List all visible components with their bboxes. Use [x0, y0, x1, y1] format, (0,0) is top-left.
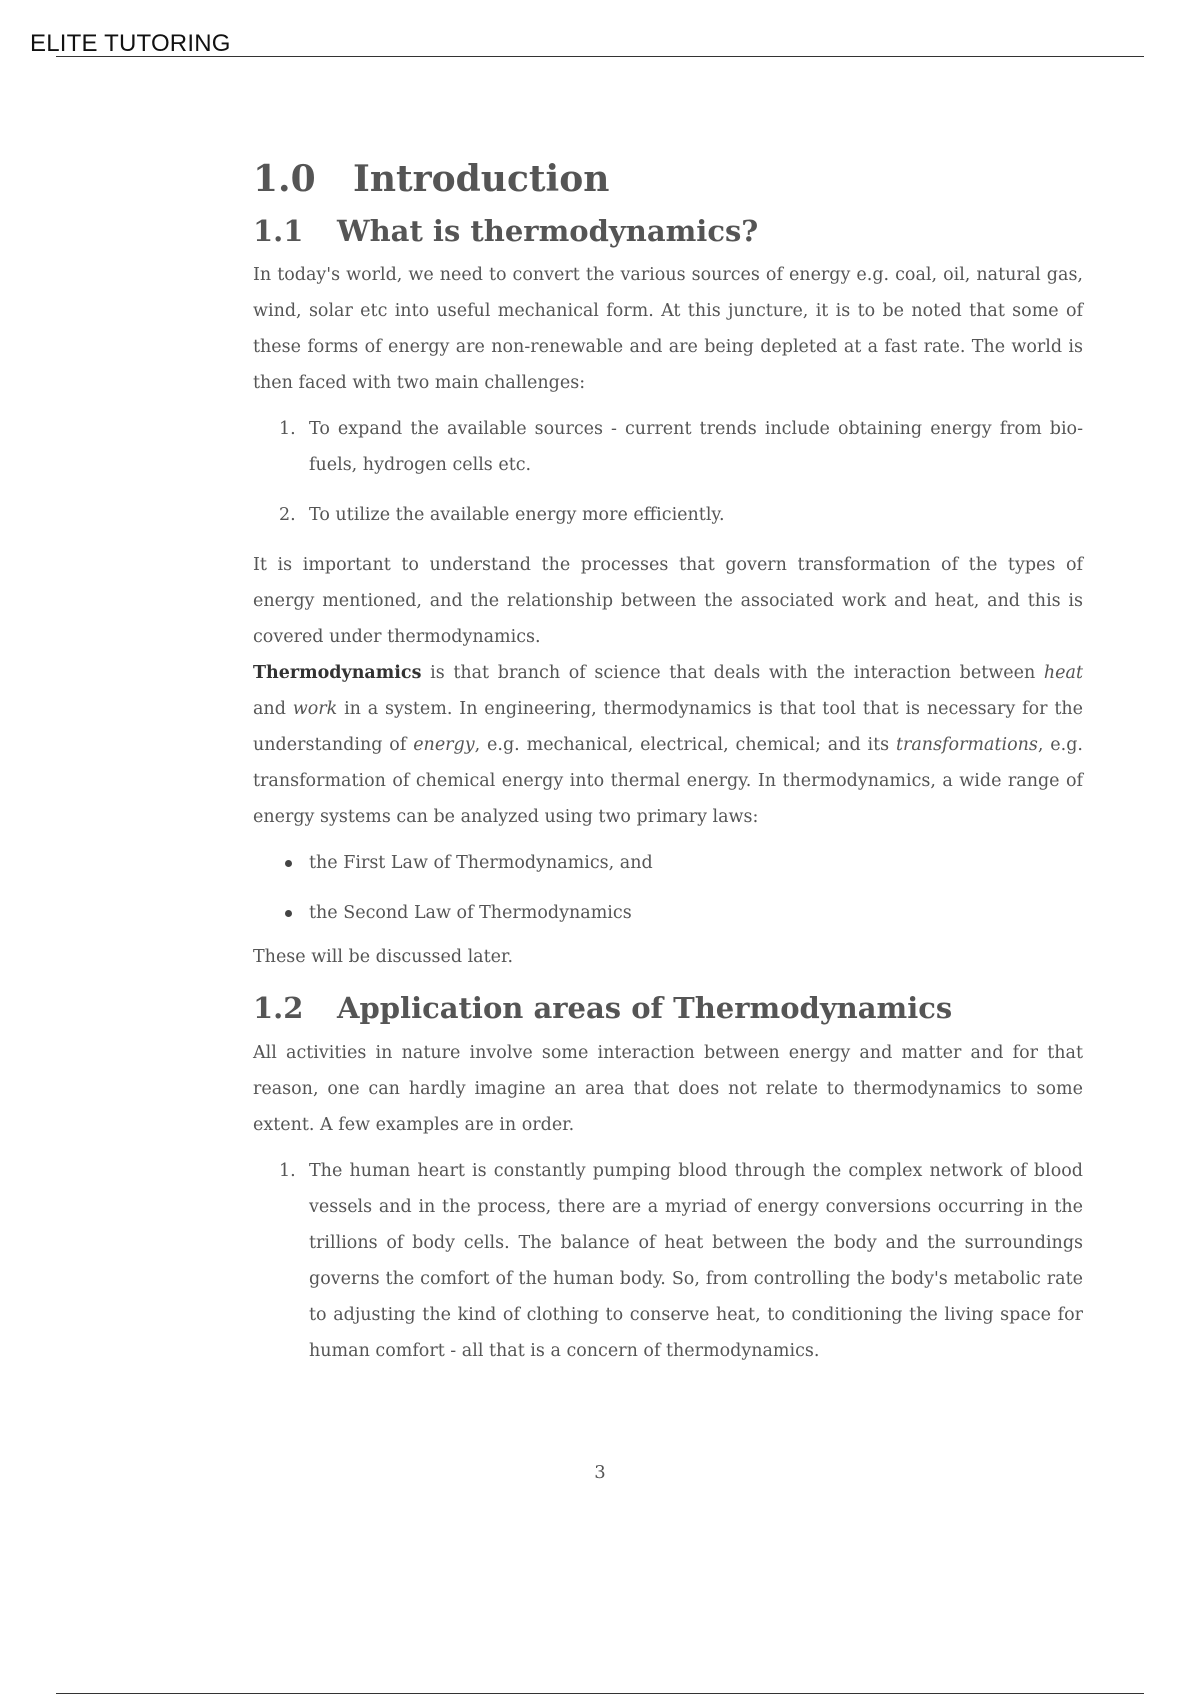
header-rule [56, 56, 1144, 57]
section-heading-introduction [253, 160, 1083, 200]
list-item-text: The human heart is constantly pumping blood through the complex network of blood vessels and in the process, there are a myriad of energy conversions occurring in the trillions of body cells. The balance of heat between the body and the surroundings governs the comfort of the human body. So, from controlling the body's metabolic rate to adjusting the kind of clothing to conserve heat, to conditioning the living space for human comfort - all that is a concern of thermodynamics. [309, 1161, 1083, 1362]
text-run: in a system. In engineering, thermodynamics is that tool that is necessary for the understanding of [253, 699, 1083, 756]
examples-list [253, 1153, 1083, 1369]
section-heading-what-is-thermodynamics [253, 213, 1083, 248]
footer-rule [56, 1693, 1144, 1694]
bullet-icon [285, 860, 292, 867]
laws-list [253, 845, 1083, 931]
list-marker: 1. [279, 1161, 296, 1182]
list-marker: 1. [279, 419, 296, 440]
section-number: 1.1 [253, 213, 304, 248]
list-item-text: the Second Law of Thermodynamics [309, 903, 632, 924]
section-heading-application-areas [253, 993, 1083, 1025]
list-item [253, 497, 1083, 533]
header-title: ELITE TUTORING [30, 30, 231, 57]
text-run: , e.g. mechanical, electrical, chemical; and its [474, 735, 896, 756]
page-number: 3 [594, 1462, 606, 1483]
challenges-list [253, 411, 1083, 533]
text-run: , e.g. transformation of chemical energy into thermal energy. In thermodynamics, a wide range of energy systems can be analyzed using two primary laws: [253, 735, 1083, 828]
term-work: work [292, 699, 338, 720]
term-thermodynamics: Thermodynamics [253, 663, 422, 684]
paragraph-definition [253, 655, 1083, 835]
paragraph-processes: It is important to understand the processes that govern transformation of the types of energy mentioned, and the relationship between the associated work and heat, and this is covered under thermodynamics. [253, 555, 1083, 648]
list-item [253, 411, 1083, 483]
list-marker: 2. [279, 505, 296, 526]
term-energy: energy [413, 735, 475, 756]
list-item-text: the First Law of Thermodynamics, and [309, 853, 653, 874]
bullet-icon [285, 910, 292, 917]
section-title: What is thermodynamics? [337, 213, 759, 248]
list-item [253, 1153, 1083, 1369]
paragraph-later: These will be discussed later. [253, 947, 514, 968]
section-number: 1.2 [253, 991, 304, 1026]
section-number: 1.0 [253, 158, 316, 200]
list-item-text: To utilize the available energy more efficiently. [309, 505, 725, 526]
list-item [253, 895, 1083, 931]
paragraph-activities: All activities in nature involve some interaction between energy and matter and for that reason, one can hardly imagine an area that does not relate to thermodynamics to some extent. A few examples are in order. [253, 1043, 1083, 1136]
list-item [253, 845, 1083, 881]
document-body [253, 160, 1083, 1383]
section-title: Introduction [353, 158, 610, 200]
term-transformations: transformations [895, 735, 1038, 756]
section-title: Application areas of Thermodynamics [337, 991, 953, 1026]
text-run: is that branch of science that deals with the interaction between [421, 663, 1044, 684]
paragraph-energy-sources: In today's world, we need to convert the various sources of energy e.g. coal, oil, natural gas, wind, solar etc into useful mechanical form. At this juncture, it is to be noted that some of these forms of energy are non-renewable and are being depleted at a fast rate. The world is then faced with two main challenges: [253, 265, 1083, 394]
term-heat: heat [1043, 663, 1083, 684]
list-item-text: To expand the available sources - current trends include obtaining energy from bio-fuels, hydrogen cells etc. [309, 419, 1083, 476]
text-run: and [253, 699, 293, 720]
